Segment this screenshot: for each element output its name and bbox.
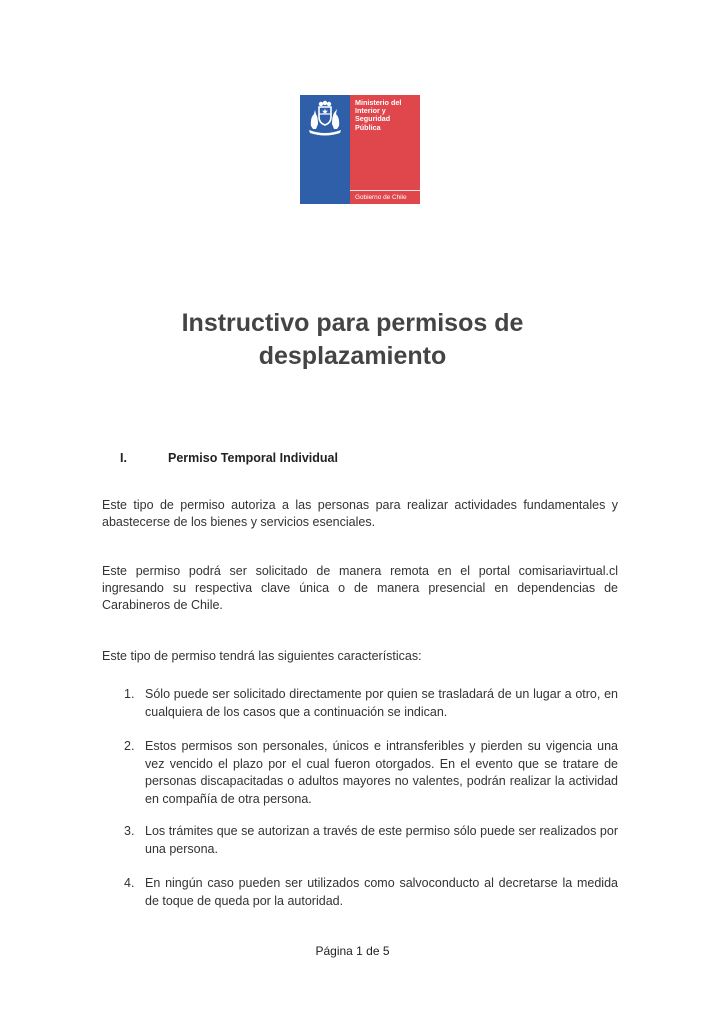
list-item-text: Estos permisos son personales, únicos e intransferibles y pierden su vigencia una vez vencido el plazo por el cual fueron otorgados. En el evento que se tratare de personas discapacitadas o adultos mayores no valentes, podrán realizar la actividad en compañía de otra persona. bbox=[145, 739, 618, 806]
logo-government-label: Gobierno de Chile bbox=[350, 190, 420, 204]
list-item-number: 2. bbox=[124, 739, 135, 753]
list-item-number: 4. bbox=[124, 876, 135, 890]
paragraph: Este tipo de permiso tendrá las siguientes características: bbox=[102, 649, 422, 663]
list-item-text: En ningún caso pueden ser utilizados como salvoconducto al decretarse la medida de toque de queda por la autoridad. bbox=[145, 876, 618, 908]
logo-ministry-line: Interior y bbox=[355, 106, 386, 116]
document-title bbox=[80, 307, 625, 373]
page-number: Página 1 de 5 bbox=[315, 944, 390, 958]
logo-ministry-name bbox=[355, 99, 416, 132]
logo-blue-panel bbox=[300, 95, 350, 204]
section-number: I. bbox=[120, 451, 127, 465]
coat-of-arms-icon bbox=[306, 100, 344, 136]
paragraph: Este tipo de permiso autoriza a las personas para realizar actividades fundamentales y abastecerse de los bienes y servicios esenciales. bbox=[102, 498, 618, 529]
paragraph: Este permiso podrá ser solicitado de manera remota en el portal comisariavirtual.cl ingresando su respectiva clave única o de manera presencial en dependencias de Carabineros de Chile. bbox=[102, 564, 618, 612]
title-line: desplazamiento bbox=[258, 342, 447, 370]
logo-red-panel bbox=[350, 95, 420, 204]
ministry-logo bbox=[300, 95, 420, 204]
section-title: Permiso Temporal Individual bbox=[168, 451, 338, 465]
logo-ministry-line: Ministerio del bbox=[355, 98, 402, 107]
list-item-number: 1. bbox=[124, 687, 135, 701]
list-item-text: Sólo puede ser solicitado directamente por quien se trasladará de un lugar a otro, en cualquiera de los casos que a continuación se indican. bbox=[145, 687, 618, 719]
logo-ministry-line: Seguridad bbox=[355, 114, 391, 124]
list-item-text: Los trámites que se autorizan a través de este permiso sólo puede ser realizados por una persona. bbox=[145, 824, 618, 856]
list-item-number: 3. bbox=[124, 824, 135, 838]
title-line: Instructivo para permisos de bbox=[181, 309, 524, 337]
logo-ministry-line: Pública bbox=[355, 122, 381, 132]
